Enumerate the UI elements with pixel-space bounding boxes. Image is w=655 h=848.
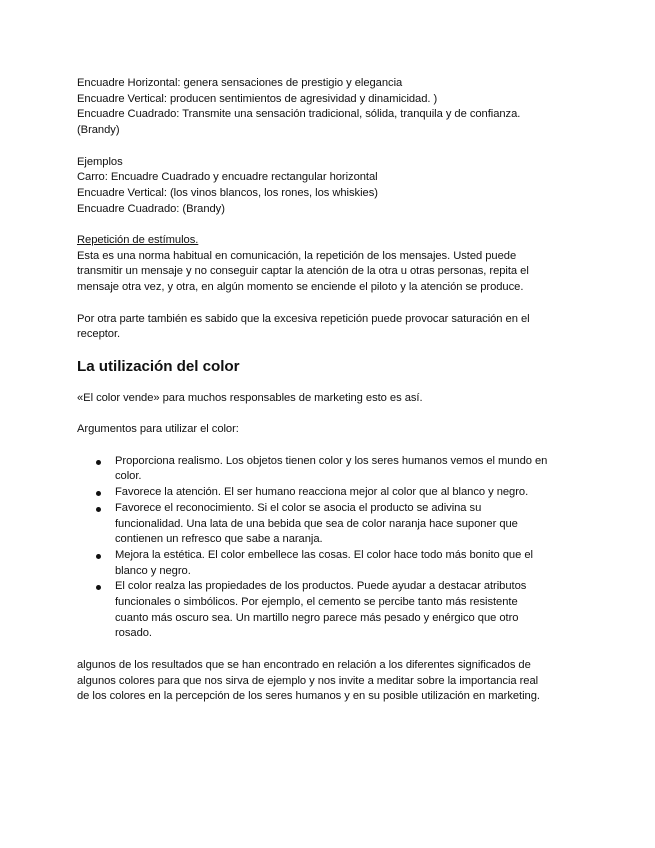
- list-item-line: Mejora la estética. El color embellece las cosas. El color hace todo más bonito que el: [115, 548, 533, 561]
- ejemplo-line: Carro: Encuadre Cuadrado y encuadre rectangular horizontal: [77, 171, 378, 184]
- spacer: [77, 296, 582, 312]
- saturacion-paragraph: [77, 312, 582, 343]
- list-item-line: funcionales o simbólicos. Por ejemplo, el cemento se percibe tanto más resistente: [115, 596, 518, 609]
- document-content: [77, 76, 582, 705]
- intro-line: «El color vende» para muchos responsables de marketing esto es así.: [77, 391, 423, 404]
- bullet-icon: [96, 491, 101, 496]
- list-item-line: blanco y negro.: [115, 564, 191, 577]
- list-item-line: rosado.: [115, 627, 152, 640]
- saturacion-line: receptor.: [77, 328, 121, 341]
- encuadres-paragraph: [77, 76, 582, 139]
- encuadre-line: (Brandy): [77, 124, 120, 137]
- section-heading: La utilización del color: [77, 357, 240, 375]
- closing-line: algunos de los resultados que se han encontrado en relación a los diferentes significados de: [77, 658, 531, 671]
- list-item-line: Proporciona realismo. Los objetos tienen color y los seres humanos vemos el mundo en: [115, 454, 548, 467]
- repeticion-line: mensaje otra vez, y otra, en algún momento se enciende el piloto y la atención se produce.: [77, 281, 524, 294]
- list-item: [77, 579, 582, 642]
- spacer: [77, 438, 582, 454]
- ejemplo-line: Encuadre Cuadrado: (Brandy): [77, 202, 225, 215]
- encuadre-line: Encuadre Cuadrado: Transmite una sensación tradicional, sólida, tranquila y de confianza.: [77, 108, 521, 121]
- repeticion-line: transmitir un mensaje y no conseguir captar la atención de la otra u otras personas, repita el: [77, 265, 529, 278]
- list-item-line: Favorece la atención. El ser humano reacciona mejor al color que al blanco y negro.: [115, 486, 529, 499]
- argumentos-line: Argumentos para utilizar el color:: [77, 423, 239, 436]
- repeticion-title: Repetición de estímulos.: [77, 234, 199, 246]
- argumentos-paragraph: [77, 422, 582, 438]
- list-item: [77, 548, 582, 579]
- spacer: [77, 407, 582, 423]
- list-item-line: color.: [115, 470, 142, 483]
- argument-list: [77, 454, 582, 642]
- spacer: [77, 642, 582, 658]
- list-item: [77, 454, 582, 485]
- bullet-icon: [96, 460, 101, 465]
- encuadre-line: Encuadre Vertical: producen sentimientos de agresividad y dinamicidad. ): [77, 92, 438, 105]
- spacer: [77, 217, 582, 233]
- list-item-line: funcionalidad. Una lata de una bebida que sea de color naranja hace suponer que: [115, 517, 518, 530]
- saturacion-line: Por otra parte también es sabido que la excesiva repetición puede provocar saturación en el: [77, 312, 530, 325]
- list-item-line: cuanto más oscuro sea. Un martillo negro parece más pesado y enérgico que otro: [115, 611, 519, 624]
- list-item-line: El color realza las propiedades de los productos. Puede ayudar a destacar atributos: [115, 580, 527, 593]
- list-item-line: Favorece el reconocimiento. Si el color se asocia el producto se adivina su: [115, 501, 482, 514]
- closing-paragraph: [77, 658, 582, 705]
- bullet-icon: [96, 554, 101, 559]
- bullet-icon: [96, 585, 101, 590]
- encuadre-line: Encuadre Horizontal: genera sensaciones de prestigio y elegancia: [77, 77, 403, 89]
- bullet-icon: [96, 507, 101, 512]
- intro-paragraph: [77, 391, 582, 407]
- closing-line: de los colores en la percepción de los seres humanos y en su posible utilización en marketing.: [77, 690, 540, 703]
- ejemplos-paragraph: [77, 155, 582, 218]
- spacer: [77, 139, 582, 155]
- closing-line: algunos colores para que nos sirva de ejemplo y nos invite a meditar sobre la importancia real: [77, 674, 539, 687]
- ejemplos-title: Ejemplos: [77, 155, 123, 168]
- repeticion-paragraph: [77, 233, 582, 296]
- list-item-line: contienen un refresco que sabe a naranja.: [115, 533, 323, 546]
- list-item: [77, 485, 582, 501]
- list-item: [77, 501, 582, 548]
- ejemplo-line: Encuadre Vertical: (los vinos blancos, los rones, los whiskies): [77, 186, 378, 199]
- repeticion-line: Esta es una norma habitual en comunicación, la repetición de los mensajes. Usted puede: [77, 249, 517, 262]
